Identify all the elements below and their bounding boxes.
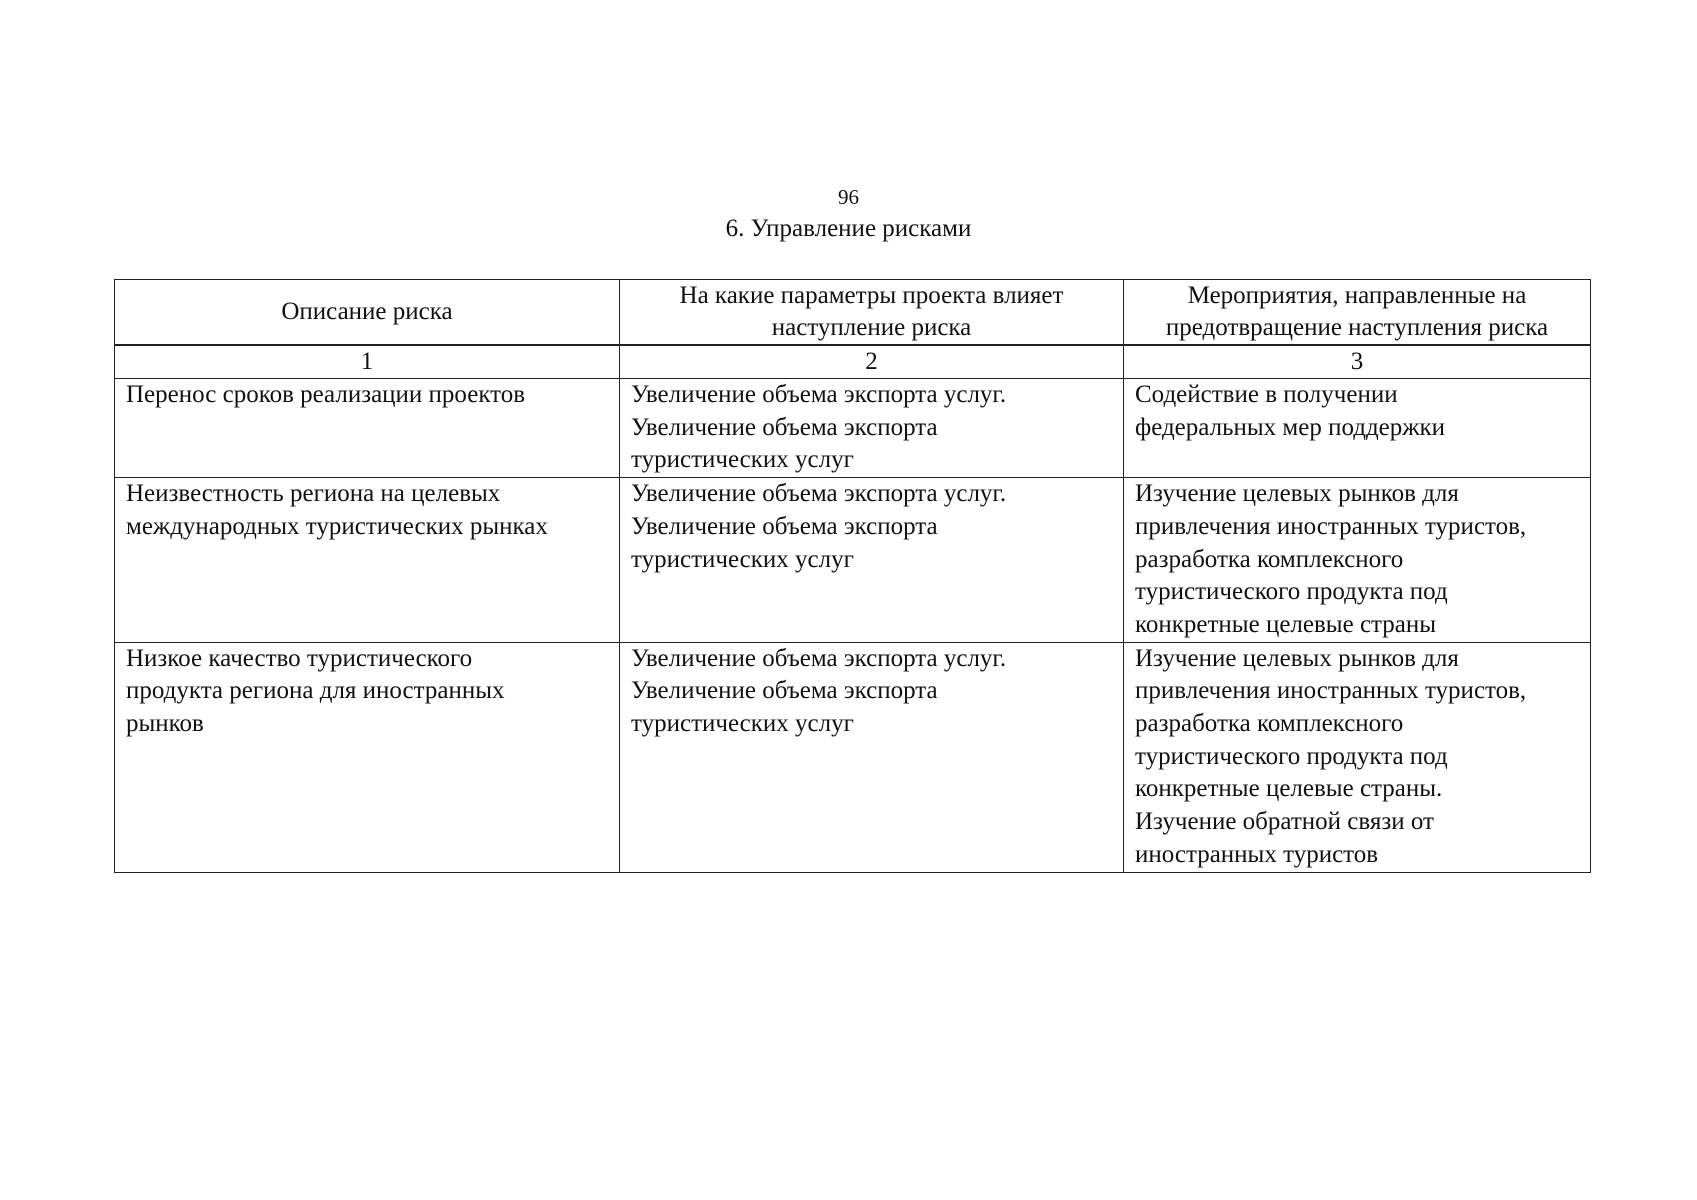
cell-line: туристических услуг bbox=[631, 446, 854, 474]
cell-line: туристического продукта под bbox=[1135, 578, 1448, 606]
cell-line: Увеличение объема экспорта услуг. bbox=[631, 644, 1007, 672]
risk-description-cell bbox=[115, 478, 620, 643]
cell-line: Увеличение объема экспорта услуг. bbox=[631, 480, 1007, 508]
cell-line: туристических услуг bbox=[631, 545, 854, 573]
header-line: наступление риска bbox=[771, 314, 972, 341]
cell-line: Перенос сроков реализации проектов bbox=[126, 381, 526, 408]
cell-line: иностранных туристов bbox=[1135, 840, 1379, 868]
cell-line: Низкое качество туристического bbox=[126, 644, 473, 672]
cell-line: Изучение обратной связи от bbox=[1135, 808, 1434, 836]
cell-line: федеральных мер поддержки bbox=[1135, 413, 1446, 441]
affected-parameters-cell bbox=[620, 379, 1124, 478]
cell-line: Увеличение объема экспорта bbox=[631, 512, 938, 540]
cell-line: туристического продукта под bbox=[1135, 742, 1448, 770]
column-number: 3 bbox=[1124, 346, 1591, 379]
table-header-row bbox=[115, 280, 1591, 345]
cell-line: разработка комплексного bbox=[1135, 545, 1404, 573]
column-number: 2 bbox=[620, 346, 1124, 379]
prevention-measures-cell bbox=[1124, 379, 1591, 478]
cell-line: Неизвестность региона на целевых bbox=[126, 480, 501, 508]
risk-management-table bbox=[114, 279, 1591, 873]
page-number: 96 bbox=[838, 185, 859, 209]
cell-line: конкретные целевые страны. bbox=[1135, 775, 1443, 803]
header-affected-parameters bbox=[620, 280, 1124, 345]
header-line: Описание риска bbox=[281, 298, 453, 325]
cell-line: Увеличение объема экспорта bbox=[631, 413, 938, 441]
cell-line: Увеличение объема экспорта услуг. bbox=[631, 381, 1007, 408]
affected-parameters-cell bbox=[620, 642, 1124, 872]
cell-line: Увеличение объема экспорта bbox=[631, 677, 938, 705]
section-title: 6. Управление рисками bbox=[725, 215, 972, 242]
cell-line: привлечения иностранных туристов, bbox=[1135, 512, 1527, 540]
header-line: На какие параметры проекта влияет bbox=[679, 282, 1064, 309]
cell-line: рынков bbox=[126, 710, 204, 738]
risk-description-cell bbox=[115, 379, 620, 478]
column-number: 1 bbox=[115, 346, 620, 379]
prevention-measures-cell bbox=[1124, 478, 1591, 643]
column-number-row bbox=[115, 346, 1591, 379]
cell-line: продукта региона для иностранных bbox=[126, 677, 505, 705]
cell-line: Изучение целевых рынков для bbox=[1135, 644, 1459, 672]
cell-line: туристических услуг bbox=[631, 710, 854, 738]
header-risk-description bbox=[115, 280, 620, 345]
table-row bbox=[115, 478, 1591, 643]
cell-line: разработка комплексного bbox=[1135, 710, 1404, 738]
cell-line: конкретные целевые страны bbox=[1135, 610, 1437, 638]
header-line: Мероприятия, направленные на bbox=[1187, 282, 1527, 309]
cell-line: привлечения иностранных туристов, bbox=[1135, 677, 1527, 705]
header-prevention-measures bbox=[1124, 280, 1591, 345]
cell-line: Содействие в получении bbox=[1135, 381, 1398, 408]
affected-parameters-cell bbox=[620, 478, 1124, 643]
cell-line: международных туристических рынках bbox=[126, 512, 548, 540]
header-line: предотвращение наступления риска bbox=[1165, 314, 1549, 341]
table-row bbox=[115, 642, 1591, 872]
cell-line: Изучение целевых рынков для bbox=[1135, 480, 1459, 508]
risk-description-cell bbox=[115, 642, 620, 872]
table-row bbox=[115, 379, 1591, 478]
prevention-measures-cell bbox=[1124, 642, 1591, 872]
